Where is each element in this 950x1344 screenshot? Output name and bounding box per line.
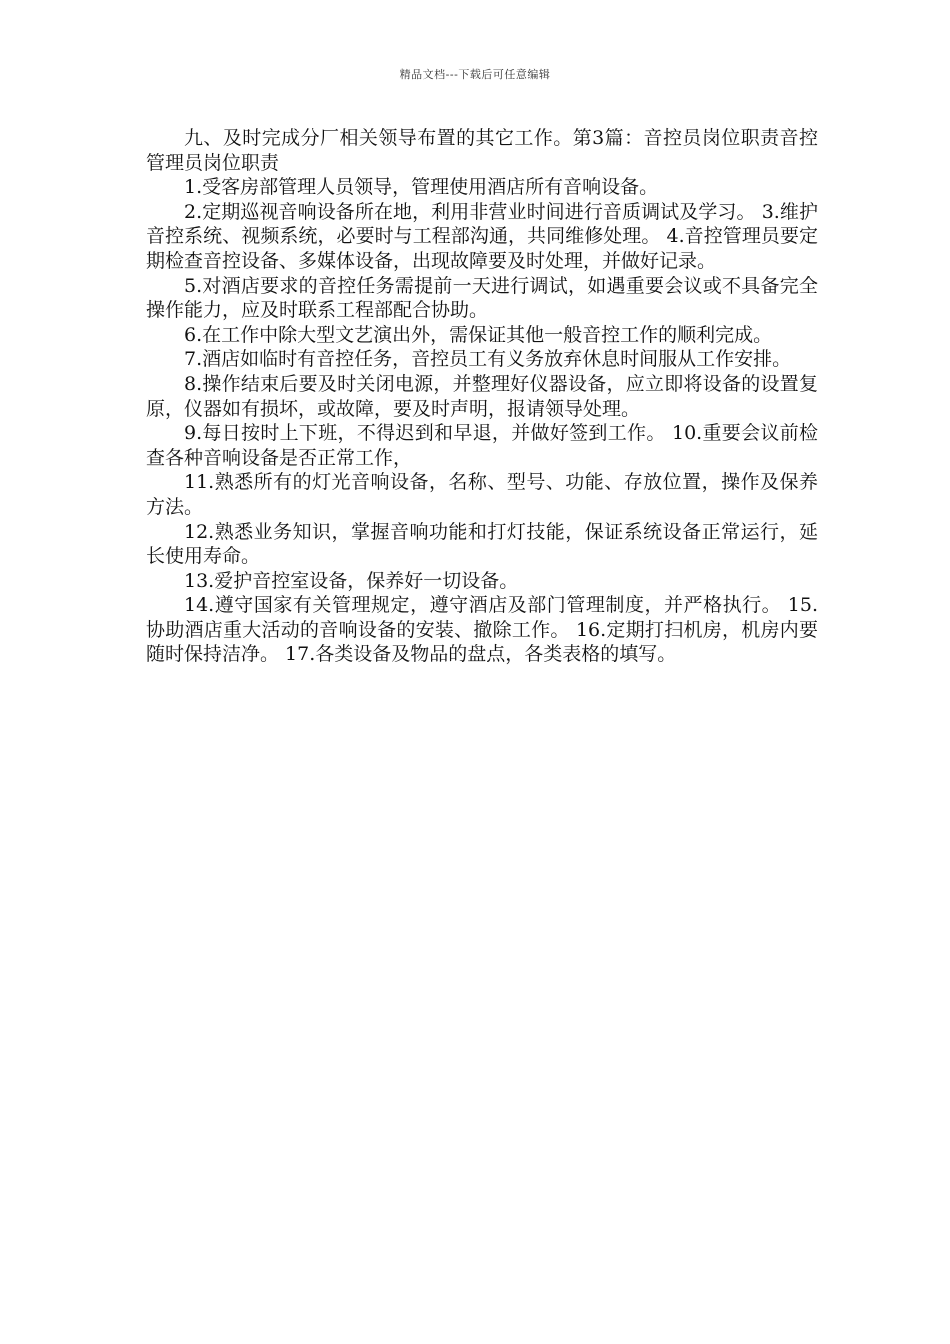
paragraph-item-6: 6.在工作中除大型文艺演出外，需保证其他一般音控工作的顺利完成。	[184, 323, 773, 346]
page-header: 精品文档---下载后可任意编辑	[399, 68, 551, 81]
paragraph-item-11: 11.熟悉所有的灯光音响设备，名称、型号、功能、存放位置，操作及保养方法。	[146, 471, 818, 518]
paragraph-items-9-10: 9.每日按时上下班，不得迟到和早退，并做好签到工作。 10.重要会议前检查各种音响设备是否正常工作，	[146, 422, 818, 469]
paragraph-items-2-4: 2.定期巡视音响设备所在地，利用非营业时间进行音质调试及学习。 3.维护音控系统、视频系统，必要时与工程部沟通，共同维修处理。 4.音控管理员要定期检查音控设备、多媒体设备，出现故障要及时处理，并做好记录。	[146, 200, 818, 272]
paragraph-item-13: 13.爱护音控室设备，保养好一切设备。	[184, 569, 519, 592]
document-body	[146, 126, 818, 667]
paragraph-item-1: 1.受客房部管理人员领导，管理使用酒店所有音响设备。	[184, 176, 659, 199]
paragraph-items-14-17: 14.遵守国家有关管理规定，遵守酒店及部门管理制度，并严格执行。 15.协助酒店重大活动的音响设备的安装、撤除工作。 16.定期打扫机房，机房内要随时保持洁净。 17.各类设备及物品的盘点，各类表格的填写。	[146, 594, 818, 666]
paragraph-item-12: 12.熟悉业务知识，掌握音响功能和打灯技能，保证系统设备正常运行，延长使用寿命。	[146, 520, 818, 568]
paragraph-item-8: 8.操作结束后要及时关闭电源，并整理好仪器设备，应立即将设备的设置复原，仪器如有损坏，或故障，要及时声明，报请领导处理。	[146, 372, 818, 420]
paragraph-item-5: 5.对酒店要求的音控任务需提前一天进行调试，如遇重要会议或不具备完全操作能力，应及时联系工程部配合协助。	[146, 274, 818, 322]
paragraph-intro: 九、及时完成分厂相关领导布置的其它工作。第3篇：音控员岗位职责音控管理员岗位职责	[146, 127, 818, 174]
paragraph-item-7: 7.酒店如临时有音控任务，音控员工有义务放弃休息时间服从工作安排。	[184, 348, 792, 371]
